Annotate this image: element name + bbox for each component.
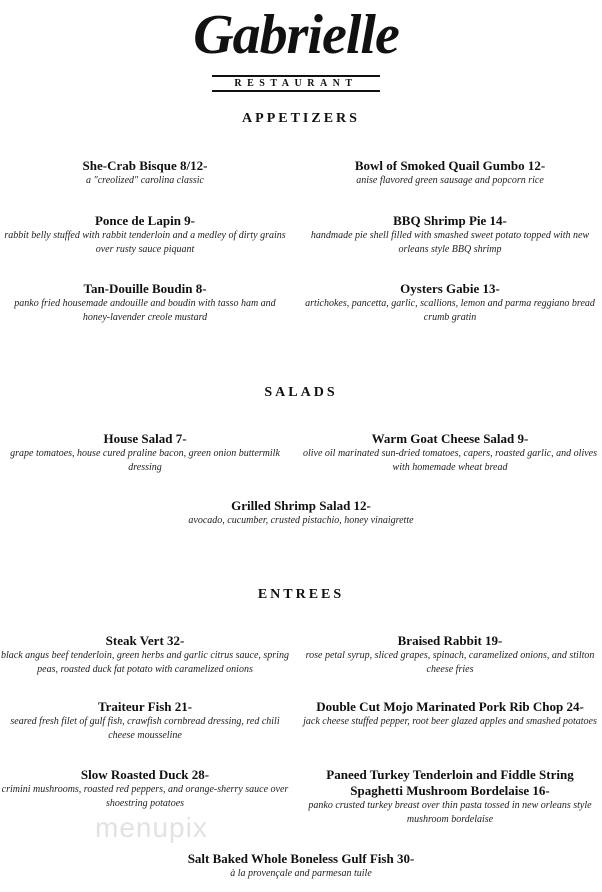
section-title-appetizers: APPETIZERS: [242, 111, 360, 126]
item-name: House Salad 7-: [103, 431, 187, 446]
item-name: Salt Baked Whole Boneless Gulf Fish 30-: [187, 851, 415, 866]
item-name: Double Cut Mojo Marinated Pork Rib Chop 24-: [316, 699, 584, 714]
item-desc: à la provençale and parmesan tuile: [230, 868, 372, 879]
menu-item: [300, 699, 600, 729]
item-name: Grilled Shrimp Salad 12-: [231, 498, 371, 513]
menu-item: [300, 213, 600, 257]
item-name: Bowl of Smoked Quail Gumbo 12-: [354, 158, 546, 173]
item-name: Oysters Gabie 13-: [400, 281, 500, 296]
item-desc: black angus beef tenderloin, green herbs and garlic citrus sauce, spring peas, roasted duck fat potato with caramelized onions: [1, 650, 289, 675]
restaurant-logo: Gabrielle: [193, 4, 399, 66]
menu-item: [0, 281, 290, 325]
menu-item: [100, 851, 502, 881]
item-desc: rose petal syrup, sliced grapes, spinach, caramelized onions, and stilton cheese fries: [305, 650, 595, 675]
section-title-entrees: ENTREES: [257, 587, 345, 602]
menu-item: [300, 431, 600, 475]
item-name: Slow Roasted Duck 28-: [80, 767, 210, 782]
item-desc: artichokes, pancetta, garlic, scallions, lemon and parma reggiano bread crumb gratin: [305, 298, 595, 323]
item-desc: olive oil marinated sun-dried tomatoes, capers, roasted garlic, and olives with homemade wheat bread: [302, 448, 598, 473]
item-desc: jack cheese stuffed pepper, root beer glazed apples and smashed potatoes: [303, 716, 597, 727]
section-title-salads: SALADS: [264, 385, 338, 400]
item-desc: avocado, cucumber, crusted pistachio, honey vinaigrette: [188, 515, 414, 526]
item-name: BBQ Shrimp Pie 14-: [393, 213, 507, 228]
item-desc: panko fried housemade andouille and boudin with tasso ham and honey-lavender creole mustard: [14, 298, 276, 323]
menu-item: [0, 633, 290, 677]
item-name: Warm Goat Cheese Salad 9-: [371, 431, 529, 446]
menu-item: [300, 158, 600, 188]
item-name: Braised Rabbit 19-: [397, 633, 503, 648]
menu-item: [300, 281, 600, 325]
item-desc: crimini mushrooms, roasted red peppers, and orange-sherry sauce over shoestring potatoes: [1, 784, 289, 809]
item-name: Ponce de Lapin 9-: [94, 213, 196, 228]
item-desc: rabbit belly stuffed with rabbit tenderloin and a medley of dirty grains over rusty sauce piquant: [4, 230, 286, 255]
menu-item: [0, 431, 290, 475]
item-desc: panko crusted turkey breast over thin pasta tossed in new orleans style mushroom bordelaise: [308, 800, 592, 825]
menu-item: [0, 767, 290, 811]
watermark: menupix: [95, 812, 208, 843]
item-desc: a "creolized" carolina classic: [86, 175, 204, 186]
item-desc: seared fresh filet of gulf fish, crawfish cornbread dressing, red chili cheese mousseline: [10, 716, 280, 741]
menu-item: [300, 767, 600, 827]
item-desc: anise flavored green sausage and popcorn rice: [356, 175, 544, 186]
item-name: Traiteur Fish 21-: [97, 699, 193, 714]
item-name: Tan-Douille Boudin 8-: [83, 281, 207, 296]
item-desc: handmade pie shell filled with smashed sweet potato topped with new orleans style BBQ shrimp: [310, 230, 590, 255]
menu-item: [0, 213, 290, 257]
menu-item: [0, 158, 290, 188]
item-name: Paneed Turkey Tenderloin and Fiddle String Spaghetti Mushroom Bordelaise 16-: [326, 767, 574, 798]
menu-item: [100, 498, 502, 528]
restaurant-tagline: RESTAURANT: [212, 75, 380, 92]
item-name: She-Crab Bisque 8/12-: [82, 158, 208, 173]
item-desc: grape tomatoes, house cured praline bacon, green onion buttermilk dressing: [10, 448, 280, 473]
item-name: Steak Vert 32-: [105, 633, 185, 648]
menu-item: [0, 699, 290, 743]
menu-item: [300, 633, 600, 677]
